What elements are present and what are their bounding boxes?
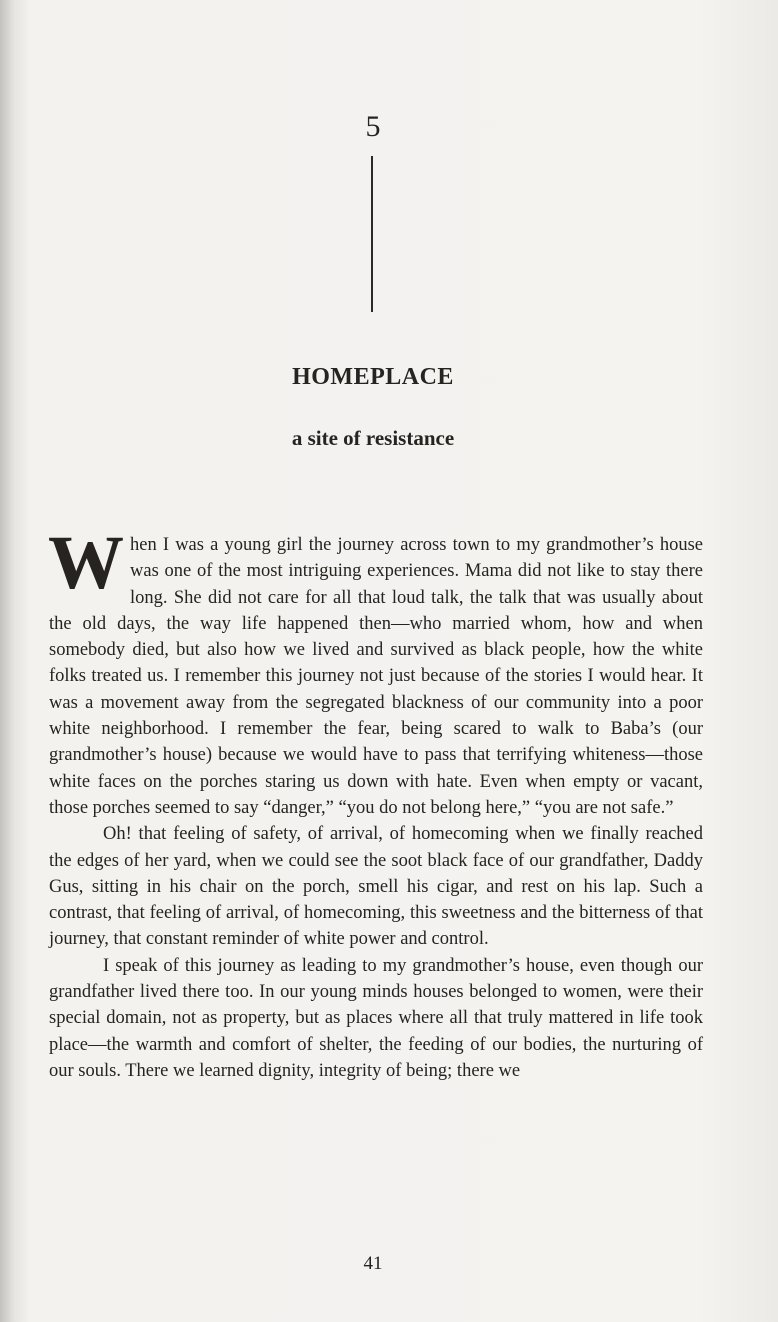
- chapter-number: 5: [365, 110, 381, 143]
- page-number: 41: [363, 1253, 383, 1274]
- chapter-divider-rule: [371, 156, 373, 312]
- paragraph-1-text: hen I was a young girl the journey across town to my grandmother’s house was one of the most intriguing experiences. Mama did not like to stay there long. She did not care for all that loud talk, the talk that was usually about the old days, the way life happened then—who married whom, how and when somebody died, but also how we lived and survived as black people, how the white folks treated us. I remember this journey not just because of the stories I would hear. It was a movement away from the segregated blackness of our community into a poor white neighborhood. I remember the fear, being scared to walk to Baba’s (our grandmother’s house) because we would have to pass that terrifying whiteness—those white faces on the porches staring us down with hate. Even when empty or vacant, those porches seemed to say “danger,” “you do not belong here,” “you are not safe.”: [49, 535, 703, 818]
- gutter-shadow: [0, 0, 14, 1322]
- chapter-subtitle: a site of resistance: [291, 426, 455, 450]
- body-text: [48, 521, 703, 1084]
- paragraph-2: Oh! that feeling of safety, of arrival, of homecoming when we finally reached the edges of her yard, when we could see the soot black face of our grandfather, Daddy Gus, sitting in his chair on the porch, smell his cigar, and rest on his lap. Such a contrast, that feeling of arrival, of homecoming, this sweetness and the bitterness of that journey, that constant reminder of white power and control.: [49, 824, 703, 950]
- paragraph-3: I speak of this journey as leading to my grandmother’s house, even though our grandfather lived there too. In our young minds houses belonged to women, were their special domain, not as property, but as places where all that truly mattered in life took place—the warmth and comfort of shelter, the feeding of our bodies, the nurturing of our souls. There we learned dignity, integrity of being; there we: [49, 955, 703, 1081]
- chapter-title: HOMEPLACE: [292, 364, 454, 390]
- paragraph-1: [48, 521, 703, 821]
- drop-cap: W: [48, 521, 124, 605]
